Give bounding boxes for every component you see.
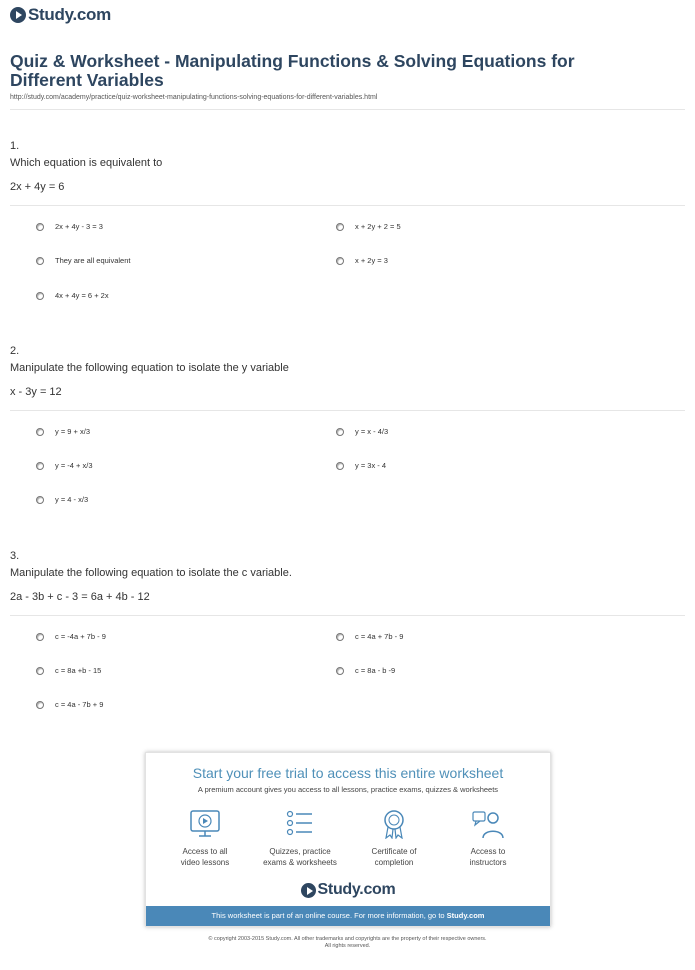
feature-label: Certificate of — [371, 847, 417, 856]
option-label: x + 2y + 2 = 5 — [355, 222, 401, 231]
option-label: They are all equivalent — [55, 256, 131, 265]
feature-label: completion — [374, 858, 414, 867]
answer-option[interactable] — [336, 427, 388, 436]
page-title: Quiz & Worksheet - Manipulating Functions & Solving Equations for Different Variables — [10, 51, 575, 90]
answer-option[interactable] — [36, 666, 101, 675]
certificate-icon — [377, 809, 411, 839]
rights-line: All rights reserved. — [324, 943, 371, 949]
answer-option[interactable] — [36, 256, 130, 265]
copyright-footer — [0, 936, 695, 950]
bar-text: This worksheet is part of an online course. For more information, go to — [211, 911, 447, 920]
option-label: y = 4 - x/3 — [55, 495, 89, 504]
option-label: c = 8a +b - 15 — [55, 666, 102, 675]
answer-option[interactable] — [36, 495, 88, 504]
feature-instructors — [443, 809, 533, 868]
feature-quizzes — [255, 809, 345, 868]
free-trial-promo — [145, 752, 551, 927]
question-2-number: 2. — [10, 345, 20, 357]
option-label: y = 9 + x/3 — [55, 427, 91, 436]
answer-option[interactable] — [336, 632, 403, 641]
play-icon — [301, 883, 316, 898]
divider — [10, 205, 685, 206]
option-label: y = 3x - 4 — [355, 461, 387, 470]
divider — [10, 109, 685, 110]
answer-option[interactable] — [336, 256, 388, 265]
radio-button[interactable] — [36, 667, 44, 675]
feature-label: Access to all — [182, 847, 228, 856]
radio-button[interactable] — [36, 462, 44, 470]
page-url[interactable]: http://study.com/academy/practice/quiz-worksheet-manipulating-functions-solving-equations-for-different-variables.html — [10, 94, 378, 101]
radio-button[interactable] — [36, 633, 44, 641]
option-label: c = 4a - 7b + 9 — [55, 700, 104, 709]
feature-label: instructors — [469, 858, 507, 867]
answer-option[interactable] — [36, 222, 103, 231]
option-label: y = x - 4/3 — [355, 427, 389, 436]
feature-label: exams & worksheets — [263, 858, 337, 867]
promo-headline[interactable]: Start your free trial to access this entire worksheet — [192, 765, 504, 781]
question-3-number: 3. — [10, 550, 20, 562]
radio-button[interactable] — [336, 257, 344, 265]
option-label: c = 8a - b -9 — [355, 666, 396, 675]
answer-option[interactable] — [36, 291, 109, 300]
radio-button[interactable] — [336, 667, 344, 675]
divider — [10, 410, 685, 411]
radio-button[interactable] — [36, 257, 44, 265]
course-info-bar — [146, 906, 550, 926]
study-logo[interactable] — [10, 5, 111, 25]
radio-button[interactable] — [36, 701, 44, 709]
question-1-equation: 2x + 4y = 6 — [10, 181, 65, 193]
radio-button[interactable] — [36, 496, 44, 504]
radio-button[interactable] — [336, 223, 344, 231]
play-icon — [10, 7, 26, 23]
radio-button[interactable] — [36, 223, 44, 231]
logo-text: Study.com — [28, 5, 111, 24]
feature-label: Quizzes, practice — [269, 847, 331, 856]
question-2-equation: x - 3y = 12 — [10, 386, 62, 398]
option-label: x + 2y = 3 — [355, 256, 388, 265]
answer-option[interactable] — [336, 461, 386, 470]
radio-button[interactable] — [36, 292, 44, 300]
option-label: c = 4a + 7b - 9 — [355, 632, 404, 641]
quiz-list-icon — [283, 809, 317, 839]
answer-option[interactable] — [336, 222, 401, 231]
answer-option[interactable] — [336, 666, 395, 675]
option-label: y = -4 + x/3 — [55, 461, 93, 470]
answer-option[interactable] — [36, 427, 90, 436]
answer-option[interactable] — [36, 700, 103, 709]
answer-option[interactable] — [36, 461, 93, 470]
option-label: c = -4a + 7b - 9 — [55, 632, 106, 641]
feature-certificate — [349, 809, 439, 868]
question-3-equation: 2a - 3b + c - 3 = 6a + 4b - 12 — [10, 591, 150, 603]
logo-text: Study.com — [317, 881, 396, 898]
radio-button[interactable] — [336, 462, 344, 470]
divider — [10, 615, 685, 616]
feature-label: Access to — [470, 847, 506, 856]
option-label: 2x + 4y - 3 = 3 — [55, 222, 103, 231]
radio-button[interactable] — [336, 633, 344, 641]
answer-option[interactable] — [36, 632, 106, 641]
study-link[interactable]: Study.com — [446, 911, 485, 920]
feature-video-lessons — [160, 809, 250, 868]
question-1-text: Which equation is equivalent to — [10, 157, 163, 169]
promo-subtext: A premium account gives you access to all lessons, practice exams, quizzes & worksheets — [197, 785, 499, 794]
copyright-line: © copyright 2003-2015 Study.com. All other trademarks and copyrights are the property of their respective owners. — [208, 936, 487, 942]
question-3-text: Manipulate the following equation to isolate the c variable. — [10, 567, 292, 579]
question-1-number: 1. — [10, 140, 20, 152]
instructor-icon — [471, 809, 505, 839]
radio-button[interactable] — [336, 428, 344, 436]
video-lesson-icon — [188, 809, 222, 839]
question-2-text: Manipulate the following equation to isolate the y variable — [10, 362, 289, 374]
feature-label: video lessons — [180, 858, 230, 867]
promo-logo[interactable] — [146, 881, 550, 899]
option-label: 4x + 4y = 6 + 2x — [55, 291, 109, 300]
radio-button[interactable] — [36, 428, 44, 436]
